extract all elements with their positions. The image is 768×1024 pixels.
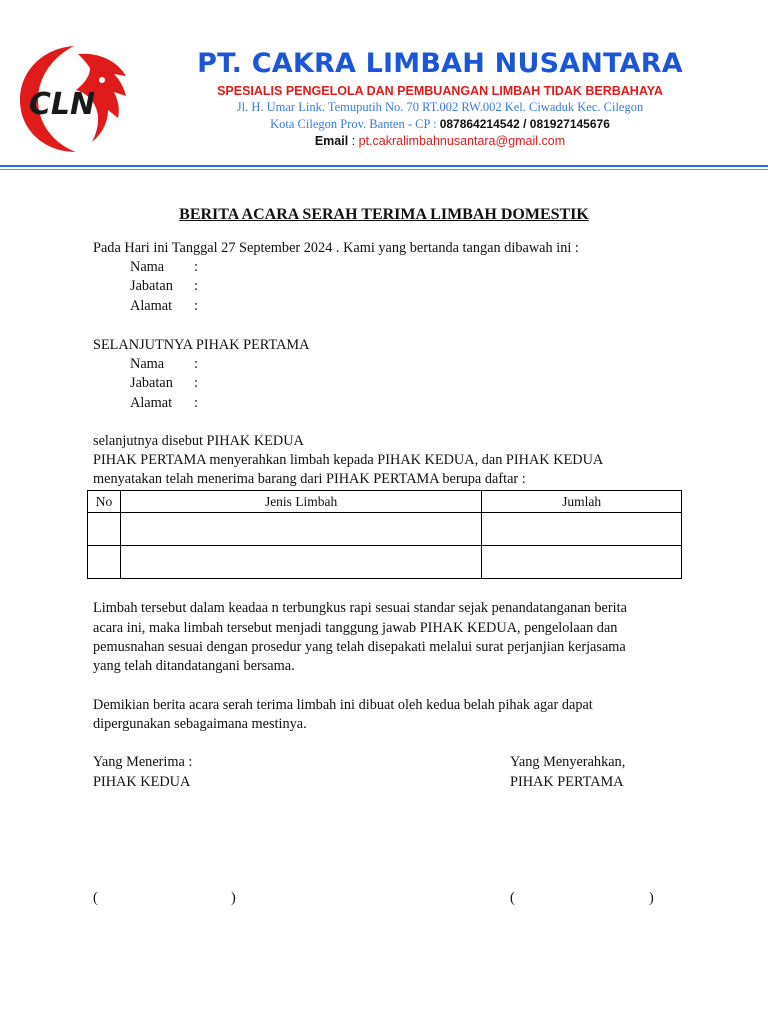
receiver-label: Yang Menerima : [93,754,193,770]
field-colon: : [194,356,198,372]
party2-heading: selanjutnya disebut PIHAK KEDUA [93,433,304,449]
table-cell[interactable] [120,513,481,546]
field-colon: : [194,259,198,275]
field-label: Nama [130,259,165,275]
paragraph2-line: dipergunakan sebagaimana mestinya. [93,716,307,732]
logo-text: CLN [28,87,96,122]
document-title: BERITA ACARA SERAH TERIMA LIMBAH DOMESTIK [179,206,589,223]
handover-line1: PIHAK PERTAMA menyerahkan limbah kepada PIHAK KEDUA, dan PIHAK KEDUA [93,452,604,468]
field-label: Jabatan [130,375,173,391]
company-address-line2 [170,116,710,133]
company-tagline: SPESIALIS PENGELOLA DAN PEMBUANGAN LIMBAH TIDAK BERBAHAYA [217,84,663,98]
paragraph2-line: Demikian berita acara serah terima limbah ini dibuat oleh kedua belah pihak agar dapat [93,697,593,713]
field-colon: : [194,375,198,391]
paragraph1-line: yang telah ditandatangani bersama. [93,658,295,674]
paragraph1-line: Limbah tersebut dalam keadaa n terbungkus rapi sesuai standar sejak penandatanganan berita [93,600,627,616]
field-colon: : [194,278,198,294]
email-label: Email [314,134,349,148]
field-colon: : [194,298,198,314]
company-name: PT. CAKRA LIMBAH NUSANTARA [197,48,683,79]
company-address-line1: Jl. H. Umar Link. Temuputih No. 70 RT.002 RW.002 Kel. Ciwaduk Kec. Cilegon [236,100,644,114]
table-cell[interactable] [482,546,682,579]
table-cell[interactable] [120,546,481,579]
table-header-row [88,491,682,513]
table-header-no: No [88,491,121,513]
receiver-signature-close: ) [231,890,236,906]
header-rule-bottom [0,169,768,170]
field-label: Jabatan [130,278,173,294]
address-prefix: Kota Cilegon Prov. Banten - CP : [270,117,440,131]
opening-sentence: Pada Hari ini Tanggal 27 September 2024 . Kami yang bertanda tangan dibawah ini : [93,240,579,256]
giver-signature-open: ( [510,890,515,906]
receiver-party: PIHAK KEDUA [93,774,191,790]
company-email-line [170,133,710,150]
field-label: Nama [130,356,165,372]
header-rule-top [0,165,768,167]
field-colon: : [194,395,198,411]
handover-line2: menyatakan telah menerima barang dari PIHAK PERTAMA berupa daftar : [93,471,526,487]
table-cell[interactable] [88,546,121,579]
paragraph1-line: acara ini, maka limbah tersebut menjadi tanggung jawab PIHAK KEDUA, pengelolaan dan [93,620,618,636]
giver-party: PIHAK PERTAMA [510,774,624,790]
table-cell[interactable] [482,513,682,546]
field-label: Alamat [130,395,173,411]
table-row [88,546,682,579]
party1-heading: SELANJUTNYA PIHAK PERTAMA [93,337,310,353]
company-header [170,46,710,150]
email-separator: : [348,134,359,148]
giver-signature-close: ) [649,890,654,906]
table-header-quantity: Jumlah [482,491,682,513]
company-logo [14,40,140,156]
paragraph1-line: pemusnahan sesuai dengan prosedur yang telah disepakati melalui surat perjanjian kerjasama [93,639,626,655]
table-header-waste-type: Jenis Limbah [120,491,481,513]
receiver-signature-open: ( [93,890,98,906]
waste-items-table [87,490,682,579]
email-address[interactable]: pt.cakralimbahnusantara@gmail.com [358,134,566,148]
table-cell[interactable] [88,513,121,546]
field-label: Alamat [130,298,173,314]
company-phones: 087864214542 / 081927145676 [439,117,610,131]
table-row [88,513,682,546]
giver-label: Yang Menyerahkan, [510,754,626,770]
